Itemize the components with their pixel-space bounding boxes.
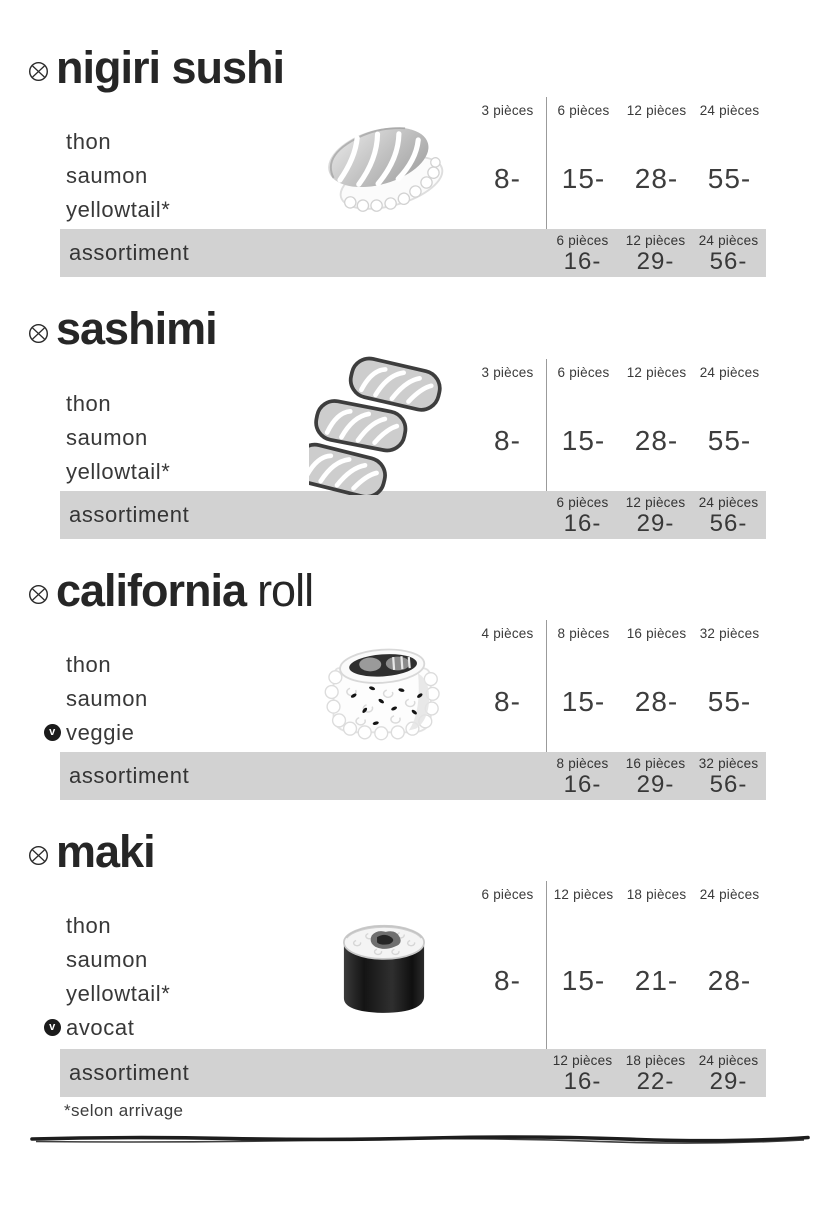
price-value: 16-	[563, 248, 602, 276]
section-title	[56, 303, 217, 355]
assortment-column	[546, 1049, 619, 1097]
section-heading	[28, 564, 766, 616]
column-header: 12 pièces	[626, 103, 687, 119]
price-column	[693, 881, 766, 1049]
column-header: 16 pièces	[626, 625, 687, 641]
price-value: 15-	[561, 685, 606, 717]
price-value: 29-	[709, 1068, 748, 1095]
price-value: 15-	[561, 163, 606, 195]
assortment-label: assortiment	[69, 1060, 190, 1085]
assortment-columns	[546, 229, 766, 277]
column-header: 8 pièces	[556, 755, 609, 771]
price-column	[469, 359, 547, 491]
item-list	[60, 97, 299, 229]
assortment-row	[60, 491, 766, 539]
menu-item	[66, 125, 299, 159]
section-body	[49, 881, 766, 1049]
vegetarian-glyph: v	[49, 725, 56, 738]
section-sashimi	[56, 303, 766, 538]
price-value: 16-	[563, 770, 602, 798]
assortment-label: assortiment	[69, 501, 190, 527]
vegetarian-glyph: v	[49, 1021, 56, 1033]
circle-x-icon	[28, 61, 49, 82]
assortment-column	[619, 229, 692, 277]
section-title-light: roll	[257, 564, 314, 616]
menu-item	[66, 943, 299, 977]
menu-item-label: yellowtail*	[66, 458, 171, 484]
item-list	[60, 359, 299, 491]
price-value: 28-	[707, 965, 752, 996]
price-value: 28-	[634, 685, 679, 717]
nigiri-sushi-illustration	[299, 97, 469, 229]
column-header: 32 pièces	[699, 625, 760, 641]
column-header: 4 pièces	[481, 625, 534, 641]
menu-item	[66, 455, 299, 489]
column-header: 8 pièces	[557, 625, 610, 641]
assortment-column	[692, 752, 765, 800]
price-value: 56-	[709, 770, 748, 798]
price-column	[469, 97, 547, 229]
column-header: 24 pièces	[699, 887, 760, 902]
price-value: 15-	[561, 424, 606, 456]
menu-item	[66, 977, 299, 1011]
section-maki	[49, 825, 766, 1097]
price-table	[469, 620, 766, 752]
column-header: 24 pièces	[698, 233, 759, 249]
price-table	[469, 97, 766, 229]
sashimi-illustration	[299, 359, 469, 491]
price-value: 21-	[634, 965, 679, 996]
assortment-column	[692, 1049, 765, 1097]
menu-item	[66, 387, 299, 421]
menu-item-label: thon	[66, 390, 112, 416]
price-value: 56-	[709, 248, 748, 276]
section-title-strong: nigiri sushi	[56, 42, 285, 93]
assortment-label: assortiment	[69, 240, 190, 266]
column-header: 6 pièces	[556, 233, 609, 249]
column-header: 18 pièces	[625, 1053, 686, 1068]
column-header: 6 pièces	[557, 103, 610, 119]
price-value: 28-	[634, 163, 679, 195]
assortment-columns	[546, 1049, 766, 1097]
column-header: 16 pièces	[625, 755, 686, 771]
column-header: 24 pièces	[699, 364, 760, 380]
price-value: 55-	[707, 163, 752, 195]
column-header: 12 pièces	[553, 887, 614, 902]
item-list	[49, 881, 299, 1049]
column-header: 6 pièces	[481, 887, 534, 902]
menu-item-label: saumon	[66, 947, 148, 972]
assortment-column	[546, 491, 619, 539]
assortment-column	[619, 752, 692, 800]
menu-item-label: veggie	[66, 719, 135, 745]
assortment-column	[619, 491, 692, 539]
menu-item	[66, 682, 299, 716]
section-title	[56, 564, 314, 616]
availability-footnote: *selon arrivage	[64, 1101, 184, 1120]
section-title	[56, 825, 155, 877]
section-title-strong: california	[56, 564, 247, 616]
menu-item	[66, 648, 299, 682]
price-column	[620, 881, 693, 1049]
assortment-row	[60, 1049, 766, 1097]
price-column	[620, 620, 693, 752]
maki-illustration	[299, 881, 469, 1049]
section-california-roll	[49, 564, 766, 800]
price-value: 8-	[494, 424, 521, 456]
section-title-strong: maki	[56, 825, 155, 877]
menu-item	[66, 909, 299, 943]
section-heading	[28, 44, 766, 91]
menu-item-label: yellowtail*	[66, 981, 171, 1006]
section-heading	[28, 303, 766, 355]
menu-item-label: saumon	[66, 163, 148, 189]
menu-item	[66, 193, 299, 227]
assortment-columns	[546, 491, 766, 539]
price-value: 29-	[636, 509, 675, 537]
menu-item-label: avocat	[66, 1015, 135, 1040]
item-list	[49, 620, 299, 752]
column-header: 24 pièces	[698, 1053, 759, 1068]
price-column	[547, 620, 620, 752]
price-value: 8-	[494, 965, 521, 996]
price-value: 55-	[707, 424, 752, 456]
price-value: 16-	[563, 509, 602, 537]
column-header: 6 pièces	[556, 494, 609, 510]
price-column	[547, 359, 620, 491]
circle-x-icon	[28, 845, 49, 866]
column-header: 24 pièces	[699, 103, 760, 119]
price-column	[693, 359, 766, 491]
price-value: 29-	[636, 248, 675, 276]
column-header: 24 pièces	[698, 494, 759, 510]
section-body	[60, 359, 766, 491]
price-column	[693, 97, 766, 229]
column-header: 12 pièces	[625, 494, 686, 510]
assortment-row	[60, 752, 766, 800]
price-column	[547, 881, 620, 1049]
section-heading	[28, 825, 766, 877]
brush-divider-line	[30, 1133, 810, 1145]
price-value: 28-	[634, 424, 679, 456]
section-body	[60, 97, 766, 229]
price-value: 8-	[494, 685, 521, 717]
menu-item-label: thon	[66, 129, 112, 155]
price-column	[620, 97, 693, 229]
column-header: 12 pièces	[626, 364, 687, 380]
price-value: 56-	[709, 509, 748, 537]
assortment-column	[692, 229, 765, 277]
column-header: 12 pièces	[552, 1053, 613, 1068]
price-value: 16-	[563, 1068, 602, 1095]
price-value: 55-	[707, 685, 752, 717]
price-value: 15-	[561, 965, 606, 996]
column-header: 3 pièces	[481, 103, 534, 119]
menu-item-label: yellowtail*	[66, 197, 171, 223]
menu-item-label: saumon	[66, 685, 148, 711]
california-roll-illustration	[299, 620, 469, 752]
vegetarian-icon	[44, 724, 61, 741]
assortment-column	[692, 491, 765, 539]
column-header: 12 pièces	[625, 233, 686, 249]
price-column	[469, 620, 547, 752]
menu-item-label: saumon	[66, 424, 148, 450]
column-header: 3 pièces	[481, 364, 534, 380]
assortment-columns	[546, 752, 766, 800]
menu-item	[49, 716, 299, 750]
price-value: 22-	[636, 1068, 675, 1095]
price-column	[693, 620, 766, 752]
vegetarian-icon	[44, 1019, 61, 1036]
circle-x-icon	[28, 584, 49, 605]
price-table	[469, 359, 766, 491]
menu-item	[49, 1011, 299, 1045]
assortment-row	[60, 229, 766, 277]
section-nigiri-sushi	[56, 42, 766, 277]
assortment-column	[546, 752, 619, 800]
menu-item-label: thon	[66, 913, 112, 938]
price-value: 8-	[494, 163, 521, 195]
price-column	[469, 881, 547, 1049]
price-column	[620, 359, 693, 491]
menu-item	[66, 159, 299, 193]
section-title	[56, 44, 284, 91]
assortment-column	[546, 229, 619, 277]
price-table	[469, 881, 766, 1049]
column-header: 18 pièces	[626, 887, 687, 902]
section-title-strong: sashimi	[56, 303, 217, 355]
menu-item-label: thon	[66, 651, 112, 677]
section-body	[49, 620, 766, 752]
price-column	[547, 97, 620, 229]
assortment-column	[619, 1049, 692, 1097]
menu-item	[66, 421, 299, 455]
circle-x-icon	[28, 323, 49, 344]
column-header: 6 pièces	[557, 364, 610, 380]
column-header: 32 pièces	[698, 755, 759, 771]
assortment-label: assortiment	[69, 762, 190, 788]
price-value: 29-	[636, 770, 675, 798]
